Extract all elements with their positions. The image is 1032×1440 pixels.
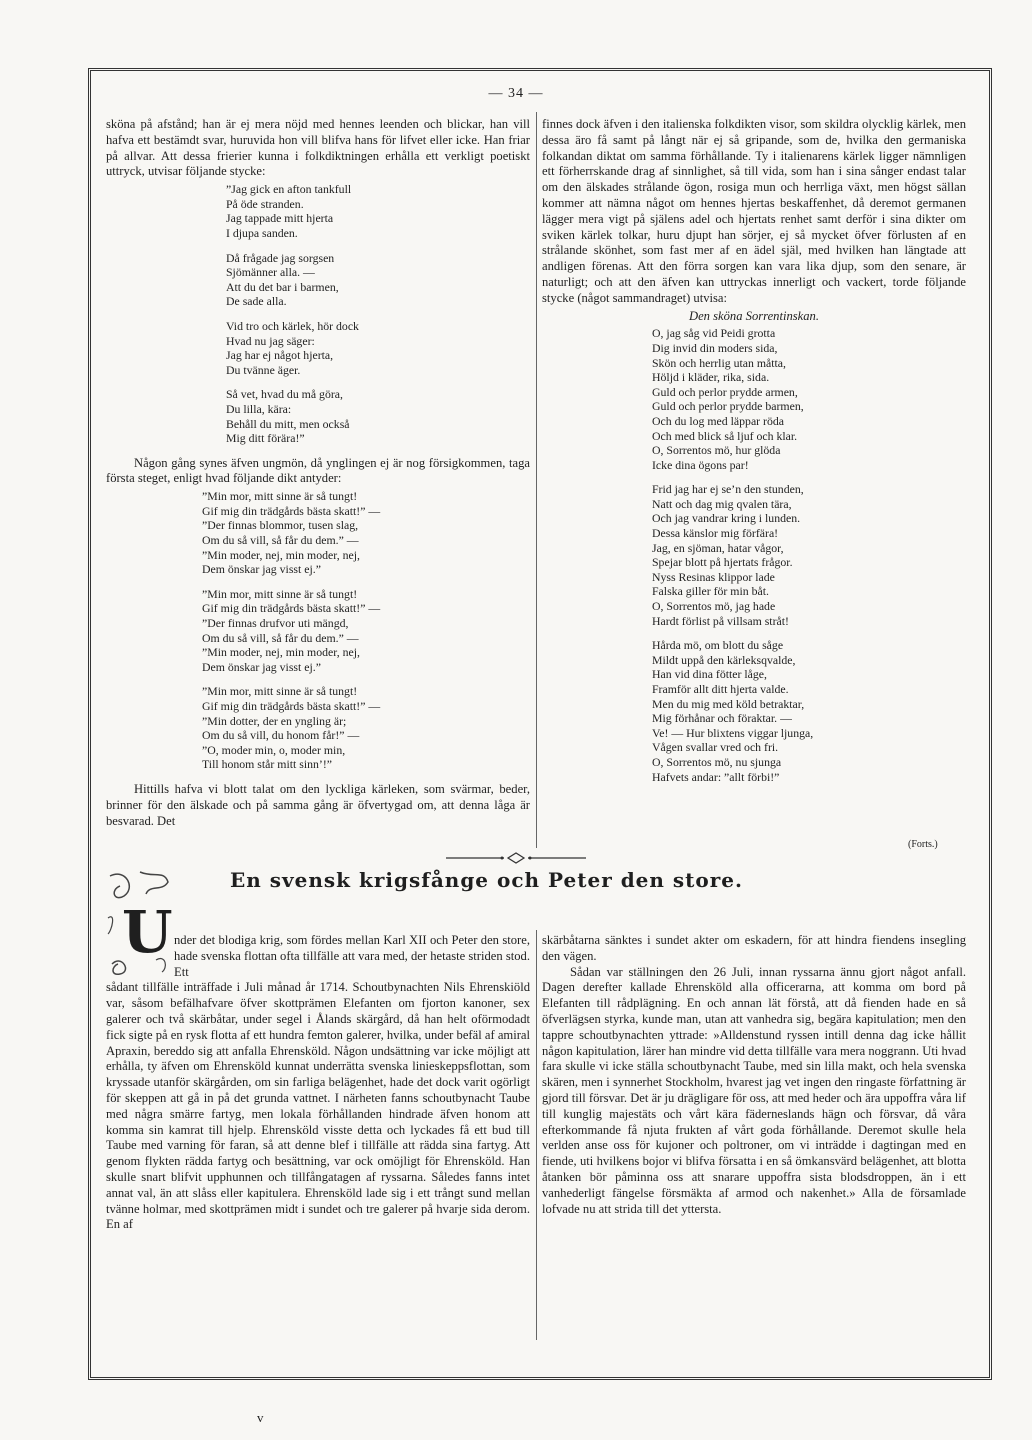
article-right-para-2: Sådan var ställningen den 26 Juli, innan ryssarna ännu gjort något anfall. Dagen derefter kallade Ehrensköld alla officerarna, att komma om bord på Elefanten till rådplägning. En och annan lät förstå, att då fienden hade en så öfverlägsen styrka, kunde man, utan att vanhedra sig, begära kapitulation; men den tappre schoutbynachten yttrade: »Alldenstund ryssen intill denna dag icke hållit någon kapitulation, lärer han mindre vid detta tillfälle vara mera noggrann. Uti hvad fara skulle vi icke ställa schoutbynacht Taube, med sin lilla makt, och hela svenska skären, men i synnerhet Stockholm, hvarest jag vet ingen den ringaste författning är gjord till försvar. Det är ju drägligare för oss, att med heder och ära uppoffra våra lif till kunglig majestäts och vårt kära fäderneslands hägn och försvar, då våra efterkommande få njuta frukten af vårt goda förhållande. Deremot skulle hela verlden anse oss för kujoner och poltroner, om vi inträdde i dagtingan med en fiende, uti hvilkens bojor vi blifva försatta i en så ömkansvärd belägenhet, att blotta åtanken bör påminna oss att snarare uppoffra sista blodsdroppen, än i ett vanhederligt fängelse försmäkta af armod och nakenhet.» Alla de församlade lofvade nu att strida till det yttersta. <box>542 964 966 1216</box>
poem-line: Jag har ej något hjerta, <box>226 348 334 363</box>
poem-line: Om du så vill, så får du dem.” — <box>202 630 359 645</box>
poem-line: Sjömänner alla. — <box>226 265 315 280</box>
column-rule-bottom <box>536 930 537 1340</box>
poem-stanza <box>202 489 530 577</box>
poem-line: Mildt uppå den kärleksqvalde, <box>652 652 796 667</box>
poem-line: Dem önskar jag visst ej.” <box>202 562 321 577</box>
poem-line: Hårda mö, om blott du såge <box>652 638 784 653</box>
poem-line: Om du så vill, så får du dem.” — <box>202 533 359 548</box>
poem-line: ”Min moder, nej, min moder, nej, <box>202 645 360 660</box>
poem-line: ”Der finnas drufvor uti mängd, <box>202 616 349 631</box>
poem-line: Han vid dina fötter låge, <box>652 667 767 682</box>
column-rule-top <box>536 112 537 848</box>
poem-stanza <box>652 482 966 628</box>
poem-line: ”Min moder, nej, min moder, nej, <box>202 547 360 562</box>
poem-line: Hvad nu jag säger: <box>226 333 315 348</box>
page-number: — 34 — <box>488 86 544 101</box>
poem-line: Och med blick så ljuf och klar. <box>652 428 798 443</box>
poem-line: Ve! — Hur blixtens viggar ljunga, <box>652 725 814 740</box>
poem-line: O, Sorrentos mö, nu sjunga <box>652 754 782 769</box>
poem-line: Hafvets andar: ”allt förbi!” <box>652 769 780 784</box>
poem-line: Jag tappade mitt hjerta <box>226 211 334 226</box>
poem-line: Att du det bar i barmen, <box>226 279 339 294</box>
poem-line: Spejar blott på hjertats frågor. <box>652 555 793 570</box>
poem-stanza <box>226 387 530 445</box>
italian-paragraph: finnes dock äfven i den italienska folkdikten visor, som skildra olycklig kärlek, men dessa äro få samt på långt när ej så gripande, som de, hvilka den germaniska folkandan diktat om samma förhållande. Ty i italienarens kärlek ligger nämnligen ett förherrskande drag af sinnlighet, så till vida, som han i sina sånger endast talar om den älskades strålande ögon, rosiga mun och herrliga växt, men högst sällan kommer att nämna något om hennes hjertas beskaffenhet, då deremot germanen lägger mera vigt på själens adel och hjertats renhet samt derför i sina dikter om sviken kärlek tolkar, huru djupt han sörjer, ej så mycket öfver förlusten af en strålande skönhet, som fast mer af en ädel själ, med hvilken han längtade att andligen förenas. Att den förra sorgen kan vara lika djup, som den senare, är naturligt; och att den äfven kan uttryckas innerligt och vackert, torde följande stycke (något sammandraget) utvisa: <box>542 117 966 305</box>
poem-stanza <box>226 251 530 309</box>
article-title: En svensk krigsfånge och Peter den store. <box>230 868 743 892</box>
poem-line: Skön och herrlig utan måtta, <box>652 355 786 370</box>
article-right-para-1: skärbåtarna sänktes i sundet akter om eskadern, för att hindra fiendens insegling den vägen. <box>542 933 966 963</box>
poem-line: Hardt förlist på villsam stråt! <box>652 613 789 628</box>
article-opening: nder det blodiga krig, som fördes mellan Karl XII och Peter den store, hade svenska flottan ofta tillfälle att vara med, der hetaste striden stod. Ett <box>174 933 530 979</box>
poem-line: Mig förhånar och föraktar. — <box>652 711 792 726</box>
mid-paragraph: Någon gång synes äfven ungmön, då ynglingen ej är nog försigkommen, taga första steget, enligt hvad följande dikt antyder: <box>106 455 530 486</box>
poem-line: Gif mig din trädgårds bästa skatt!” — <box>202 503 381 518</box>
poem-line: ”Min mor, mitt sinne är så tungt! <box>202 586 358 601</box>
poem-line: De sade alla. <box>226 294 287 309</box>
poem-line: Så vet, hvad du må göra, <box>226 387 343 402</box>
poem-jag-gick <box>226 182 530 446</box>
ornamental-divider <box>446 852 586 864</box>
poem-line: I djupa sanden. <box>226 225 298 240</box>
poem-line: Dessa känslor mig förfära! <box>652 526 779 541</box>
poem-stanza <box>202 587 530 675</box>
poem-line: Vågen svallar vred och fri. <box>652 740 779 755</box>
poem-stanza <box>652 638 966 784</box>
top-right-column <box>542 117 966 794</box>
poem-line: Icke dina ögons par! <box>652 457 749 472</box>
poem-line: Dem önskar jag visst ej.” <box>202 659 321 674</box>
poem-line: Gif mig din trädgårds bästa skatt!” — <box>202 601 381 616</box>
poem-line: ”Min dotter, der en yngling är; <box>202 713 347 728</box>
poem-stanza <box>652 326 966 472</box>
poem-line: På öde stranden. <box>226 196 304 211</box>
poem-line: ”Jag gick en afton tankfull <box>226 182 352 197</box>
poem-line: Och jag vandrar kring i lunden. <box>652 511 801 526</box>
poem-line: Natt och dag mig qvalen tära, <box>652 496 792 511</box>
poem-line: Frid jag har ej se’n den stunden, <box>652 482 804 497</box>
poem-line: ”Min mor, mitt sinne är så tungt! <box>202 489 358 504</box>
poem-line: Guld och perlor prydde barmen, <box>652 399 804 414</box>
poem-line: ”O, moder min, o, moder min, <box>202 742 346 757</box>
poem-title-sorrentinskan: Den sköna Sorrentinskan. <box>688 308 819 323</box>
poem-line: ”Min mor, mitt sinne är så tungt! <box>202 684 358 699</box>
poem-line: Jag, en sjöman, hatar vågor, <box>652 540 784 555</box>
poem-line: O, Sorrentos mö, jag hade <box>652 599 776 614</box>
poem-line: Om du så vill, du honom får!” — <box>202 728 360 743</box>
poem-line: Nyss Resinas klippor lade <box>652 569 775 584</box>
poem-stanza <box>226 182 530 240</box>
poem-line: O, jag såg vid Peidi grotta <box>652 326 776 341</box>
poem-line: Behåll du mitt, men också <box>226 416 350 431</box>
poem-line: Höljd i kläder, rika, sida. <box>652 370 770 385</box>
poem-stanza <box>202 684 530 772</box>
poem-line: Dig invid din moders sida, <box>652 340 778 355</box>
poem-line: Till honom står mitt sinn’!” <box>202 757 332 772</box>
poem-min-mor <box>202 489 530 772</box>
continued-note: (Forts.) <box>908 839 938 850</box>
poem-line: Gif mig din trädgårds bästa skatt!” — <box>202 699 381 713</box>
poem-line: O, Sorrentos mö, hur glöda <box>652 443 781 458</box>
outro-paragraph: Hittills hafva vi blott talat om den lyckliga kärleken, som svärmar, beder, brinner för den älskade och på samma gång är öfvertygad om, att denna låga är besvarad. Det <box>106 781 530 828</box>
poem-line: Då frågade jag sorgsen <box>226 250 335 265</box>
top-left-column <box>106 117 530 829</box>
poem-line: Du tvänne äger. <box>226 362 301 377</box>
poem-line: Och du log med läppar röda <box>652 413 785 428</box>
poem-line: Framför allt ditt hjerta valde. <box>652 682 789 697</box>
stray-mark: v <box>257 1410 264 1425</box>
poem-line: Falska giller för min båt. <box>652 584 769 599</box>
poem-line: Men du mig med köld betraktar, <box>652 696 805 711</box>
poem-line: ”Der finnas blommor, tusen slag, <box>202 518 359 533</box>
poem-stanza <box>226 319 530 377</box>
poem-sorrentinskan <box>652 326 966 784</box>
bottom-right-column <box>542 933 966 1217</box>
poem-line: Mig ditt förära!” <box>226 431 305 446</box>
bottom-left-column <box>106 933 530 1233</box>
poem-line: Guld och perlor prydde armen, <box>652 384 798 399</box>
poem-line: Du lilla, kära: <box>226 401 292 416</box>
poem-line: Vid tro och kärlek, hör dock <box>226 318 359 333</box>
article-left-body: sådant tillfälle inträffade i Juli månad år 1714. Schoutbynachten Nils Ehrenskiöld var, såsom befälhafvare öfver skottprämen Elefanten om fjorton kanoner, sex galerer och två skärbåtar, under segel i Ålands skärgård, då han helt oförmodadt fick sigte på en rysk flotta af ett hundra femton galerer, hvilka, under befäl af amiral Apraxin, bereddo sig att anfalla Ehrensköld. Någon undsättning var icke möjligt att erhålla, ty äfven om Ehrensköld kunnat underrätta svenska linieskeppsflottan, som kryssade utanför skärgården, om sin farliga belägenhet, hade det dock varit ogörligt för skeppen att gå in på det grunda vattnet. I närheten fanns schoutbynacht Taube med några smärre fartyg, men lokala förhållanden hindrade äfven honom att komma sin kamrat till hjelp. Ehrensköld visste detta och lyckades få ett bud till Taube med varning för faran, så att denne blef i tillfälle att rädda sina fartyg. Att genom flykten rädda fartyg och besättning, var ock omöjligt för Ehrensköld. Han skulle snart blifvit upphunnen och tillfångatagen af ryssarna. Således fanns intet annat val, än att slåss eller kapitulera. Ehrensköld lade sig i ett trångt sund mellan tvänne holmar, med skottprämen midt i sundet och tre galerer på hvarje sida derom. En af <box>106 980 530 1232</box>
initial-letter: U <box>122 898 173 966</box>
intro-paragraph: sköna på afstånd; han är ej mera nöjd med hennes leenden och blickar, han vill hafva ett bestämdt svar, huruvida hon vill blifva hans för lifvet eller icke. Han friar på allvar. Att dessa frierier kunna i folkdiktningen erhålla ett verkligt poetiskt uttryck, utvisar följande stycke: <box>106 117 530 179</box>
